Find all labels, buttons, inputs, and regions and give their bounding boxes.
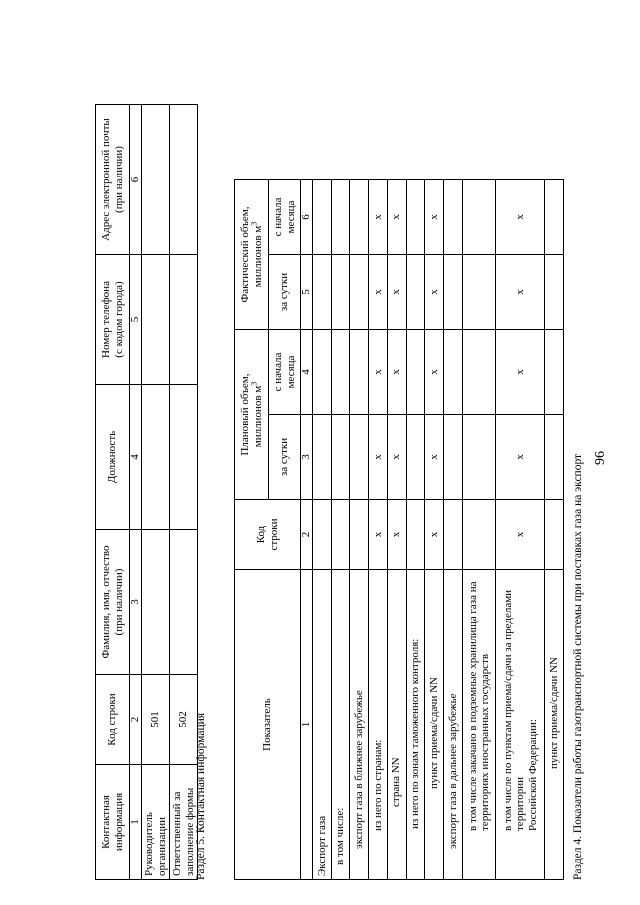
row-label: в том числе по пунктам приема/сдачи за пределами территории Российской Федерации: [496, 570, 545, 880]
table-cell [462, 415, 496, 500]
table-cell: х [496, 179, 545, 254]
header-email: Адрес электронной почты (при наличии) [96, 105, 130, 255]
table-cell: х [425, 179, 444, 254]
table-row [496, 179, 545, 879]
row-label: страна NN [387, 570, 406, 880]
table-cell [443, 330, 462, 415]
table-cell: х [387, 255, 406, 330]
table-cell [462, 179, 496, 254]
table-cell [331, 179, 350, 254]
email-cell[interactable] [170, 105, 198, 255]
export-table-header-row [235, 179, 269, 879]
table-row [545, 179, 564, 879]
table-cell [443, 500, 462, 570]
table-cell [313, 415, 332, 500]
table-cell: х [369, 330, 388, 415]
table-cell: х [496, 255, 545, 330]
table-cell: х [387, 179, 406, 254]
table-row [331, 179, 350, 879]
table-cell [331, 500, 350, 570]
table-cell [406, 500, 425, 570]
table-cell [545, 255, 564, 330]
header-planned: Плановый объем, миллионов $м^3$ [235, 330, 269, 500]
row-label: пункт приема/сдачи NN [545, 570, 564, 880]
header-actual-per-day: за сутки [269, 255, 301, 330]
row-label: Руководитель организации [142, 765, 170, 880]
table-cell [545, 415, 564, 500]
header-actual: Фактический объем, миллионов $м^3$ [235, 179, 269, 329]
row-label: в том числе закачано в подземные хранилища газа на территориях иностранных государств [462, 570, 496, 880]
table-cell [331, 330, 350, 415]
position-cell[interactable] [142, 385, 170, 530]
table-cell [313, 330, 332, 415]
email-cell[interactable] [142, 105, 170, 255]
table-cell: х [496, 330, 545, 415]
table-cell [313, 255, 332, 330]
row-code: 502 [170, 675, 198, 765]
table-cell [443, 255, 462, 330]
column-number: 3 [130, 530, 142, 675]
name-cell[interactable] [142, 530, 170, 675]
row-label: экспорт газа в ближнее зарубежье [350, 570, 369, 880]
table-cell [350, 255, 369, 330]
table-cell [406, 415, 425, 500]
column-number: 2 [301, 500, 313, 570]
table-cell: х [369, 179, 388, 254]
table-row [443, 179, 462, 879]
column-number: 2 [130, 675, 142, 765]
table-row [387, 179, 406, 879]
table-cell [350, 330, 369, 415]
table-cell [313, 179, 332, 254]
phone-cell[interactable] [170, 255, 198, 385]
table-row [170, 105, 198, 880]
export-table-numbering-row [301, 179, 313, 879]
table-cell [350, 415, 369, 500]
table-cell: х [369, 415, 388, 500]
row-label: из него по странам: [369, 570, 388, 880]
column-number: 4 [301, 330, 313, 415]
phone-cell[interactable] [142, 255, 170, 385]
table-cell [350, 179, 369, 254]
header-actual-month-start: с начала месяца [269, 179, 301, 254]
table-row [406, 179, 425, 879]
page-number: 96 [593, 451, 608, 465]
table-cell: х [425, 415, 444, 500]
table-cell [462, 330, 496, 415]
section5-title: Раздел 5. Контактная информация [195, 712, 207, 880]
table-cell [406, 255, 425, 330]
column-number: 1 [301, 570, 313, 880]
table-cell: х [387, 500, 406, 570]
table-cell [313, 500, 332, 570]
table-cell [462, 500, 496, 570]
table-cell [545, 179, 564, 254]
table-row [369, 179, 388, 879]
column-number: 1 [130, 765, 142, 880]
header-planned-month-start: с начала месяца [269, 330, 301, 415]
table-cell: х [387, 330, 406, 415]
header-code: Код строки [235, 500, 301, 570]
table-cell [462, 255, 496, 330]
header-planned-per-day: за сутки [269, 415, 301, 500]
table-row [142, 105, 170, 880]
column-number: 4 [130, 385, 142, 530]
table-cell: х [387, 415, 406, 500]
header-name: Фамилия, имя, отчество (при наличии) [96, 530, 130, 675]
contact-table-numbering-row [130, 105, 142, 880]
row-label: из него по зонам таможенного контроля: [406, 570, 425, 880]
row-label: пункт приема/сдачи NN [425, 570, 444, 880]
table-cell [545, 330, 564, 415]
table-cell [443, 415, 462, 500]
table-row [313, 179, 332, 879]
row-label: Ответственный за заполнение формы [170, 765, 198, 880]
header-phone: Номер телефона (с кодом города) [96, 255, 130, 385]
table-cell [406, 179, 425, 254]
row-label: Экспорт газа [313, 570, 332, 880]
column-number: 5 [130, 255, 142, 385]
table-cell [406, 330, 425, 415]
table-cell [545, 500, 564, 570]
row-label: в том числе: [331, 570, 350, 880]
contact-table [95, 104, 198, 880]
table-row [350, 179, 369, 879]
section4-title: Раздел 4. Показатели работы газотранспортной системы при поставках газа на экспорт [572, 453, 584, 880]
table-row [425, 179, 444, 879]
table-cell: х [496, 415, 545, 500]
name-cell[interactable] [170, 530, 198, 675]
table-cell: х [369, 255, 388, 330]
table-row [462, 179, 496, 879]
table-cell: х [425, 330, 444, 415]
table-cell: х [496, 500, 545, 570]
column-number: 6 [301, 179, 313, 254]
export-table [234, 179, 564, 880]
row-label: экспорт газа в дальнее зарубежье [443, 570, 462, 880]
contact-table-header-row [96, 105, 130, 880]
table-cell: х [425, 255, 444, 330]
header-contact: Контактная информация [96, 765, 130, 880]
table-cell: х [369, 500, 388, 570]
header-indicator: Показатель [235, 570, 301, 880]
table-cell: х [425, 500, 444, 570]
header-position: Должность [96, 385, 130, 530]
column-number: 3 [301, 415, 313, 500]
table-cell [331, 255, 350, 330]
table-cell [443, 179, 462, 254]
position-cell[interactable] [170, 385, 198, 530]
row-code: 501 [142, 675, 170, 765]
table-cell [350, 500, 369, 570]
table-cell [331, 415, 350, 500]
header-code: Код строки [96, 675, 130, 765]
column-number: 6 [130, 105, 142, 255]
column-number: 5 [301, 255, 313, 330]
